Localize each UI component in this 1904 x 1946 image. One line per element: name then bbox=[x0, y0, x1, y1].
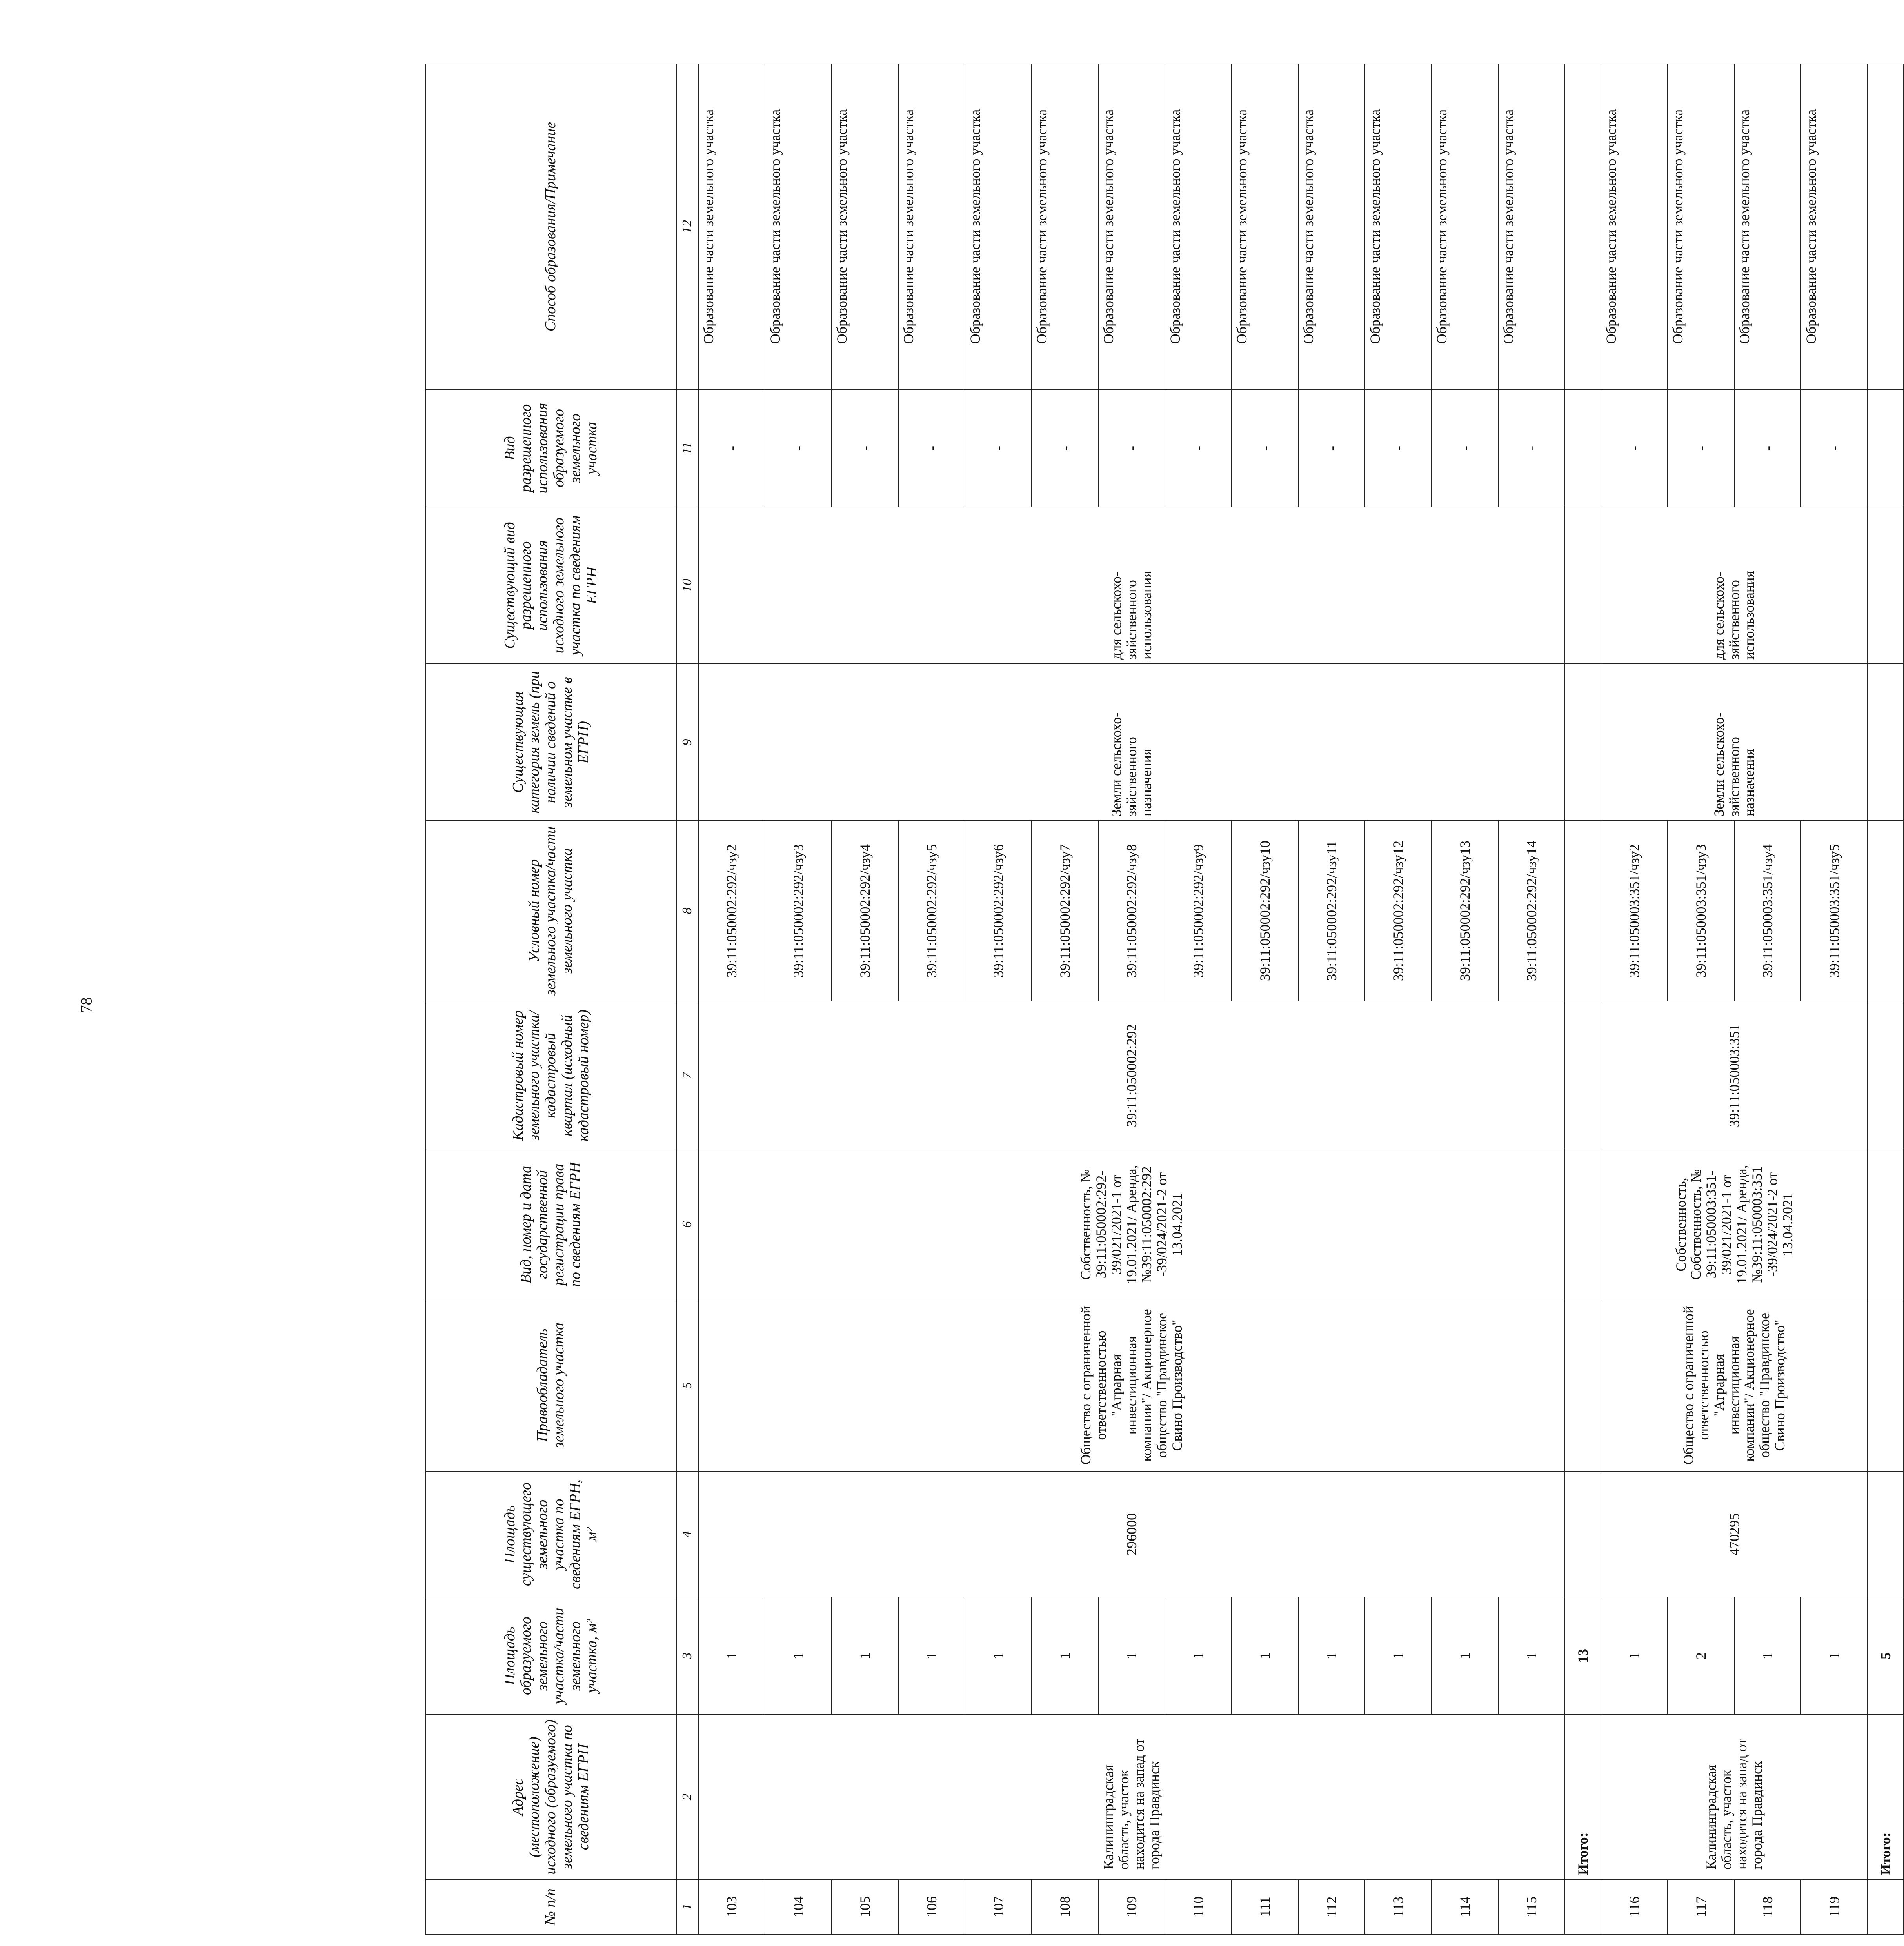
method-cell: Образование части земельного участка bbox=[698, 64, 765, 389]
row-number: 117 bbox=[1668, 1879, 1734, 1934]
area-cell: 1 bbox=[1498, 1597, 1565, 1715]
new-use-cell: - bbox=[698, 389, 765, 507]
method-cell: Образование части земельного участка bbox=[1498, 64, 1565, 389]
table-row bbox=[1032, 64, 1098, 1934]
header-cell: Вид разрешенного использования образуемого земельного участка bbox=[425, 389, 676, 507]
conditional-number-cell: 39:11:050003:351/чзу3 bbox=[1668, 821, 1734, 1001]
new-use-cell: - bbox=[898, 389, 965, 507]
conditional-number-cell: 39:11:050002:292/чзу7 bbox=[1032, 821, 1098, 1001]
column-number: 3 bbox=[676, 1597, 698, 1715]
area-cell: 1 bbox=[1298, 1597, 1365, 1715]
new-use-cell: - bbox=[1098, 389, 1165, 507]
row-number: 108 bbox=[1032, 1879, 1098, 1934]
conditional-number-cell: 39:11:050002:292/чзу6 bbox=[965, 821, 1032, 1001]
row-number: 105 bbox=[832, 1879, 898, 1934]
area-cell: 1 bbox=[1165, 1597, 1232, 1715]
total-row bbox=[1565, 64, 1601, 1934]
table-row bbox=[765, 64, 832, 1934]
row-number: 109 bbox=[1098, 1879, 1165, 1934]
total-empty-cell bbox=[1565, 507, 1601, 664]
method-cell: Образование части земельного участка bbox=[1668, 64, 1734, 389]
page-number: 78 bbox=[77, 997, 95, 1013]
total-label: Итого: bbox=[1868, 1715, 1904, 1879]
total-empty-cell bbox=[1868, 1879, 1904, 1934]
area-cell: 1 bbox=[1032, 1597, 1098, 1715]
area-cell: 1 bbox=[1734, 1597, 1801, 1715]
column-number: 4 bbox=[676, 1472, 698, 1597]
area-cell: 1 bbox=[698, 1597, 765, 1715]
column-number-row bbox=[676, 64, 698, 1934]
total-empty-cell bbox=[1565, 1299, 1601, 1472]
conditional-number-cell: 39:11:050002:292/чзу4 bbox=[832, 821, 898, 1001]
method-cell: Образование части земельного участка bbox=[1432, 64, 1498, 389]
table-row bbox=[965, 64, 1032, 1934]
column-number: 11 bbox=[676, 389, 698, 507]
row-number: 113 bbox=[1365, 1879, 1432, 1934]
method-cell: Образование части земельного участка bbox=[1165, 64, 1232, 389]
table-row bbox=[1498, 64, 1565, 1934]
header-cell: Кадастровый номер земельного участка/кадастровый квартал (исходный кадастровый номер) bbox=[425, 1001, 676, 1150]
table-row bbox=[1734, 64, 1801, 1934]
column-number: 2 bbox=[676, 1715, 698, 1879]
row-number: 107 bbox=[965, 1879, 1032, 1934]
address-cell: Калининградская область, участок находится на запад от города Правдинск bbox=[698, 1715, 1565, 1879]
row-number: 118 bbox=[1734, 1879, 1801, 1934]
new-use-cell: - bbox=[765, 389, 832, 507]
conditional-number-cell: 39:11:050003:351/чзу2 bbox=[1601, 821, 1668, 1001]
total-empty-cell bbox=[1565, 664, 1601, 821]
method-cell: Образование части земельного участка bbox=[898, 64, 965, 389]
area-cell: 1 bbox=[765, 1597, 832, 1715]
row-number: 116 bbox=[1601, 1879, 1668, 1934]
land-plot-table bbox=[425, 64, 1904, 1935]
method-cell: Образование части земельного участка bbox=[1298, 64, 1365, 389]
area-cell: 1 bbox=[1232, 1597, 1298, 1715]
table-row bbox=[1098, 64, 1165, 1934]
row-number: 104 bbox=[765, 1879, 832, 1934]
land-plot-table-sheet bbox=[425, 64, 1893, 1935]
total-empty-cell bbox=[1868, 64, 1904, 389]
method-cell: Образование части земельного участка bbox=[1601, 64, 1668, 389]
total-empty-cell bbox=[1868, 821, 1904, 1001]
method-cell: Образование части земельного участка bbox=[1098, 64, 1165, 389]
column-number: 8 bbox=[676, 821, 698, 1001]
row-number: 114 bbox=[1432, 1879, 1498, 1934]
area-cell: 1 bbox=[1365, 1597, 1432, 1715]
cadastral-number-cell: 39:11:050002:292 bbox=[698, 1001, 1565, 1150]
total-empty-cell bbox=[1565, 1472, 1601, 1597]
method-cell: Образование части земельного участка bbox=[765, 64, 832, 389]
conditional-number-cell: 39:11:050002:292/чзу10 bbox=[1232, 821, 1298, 1001]
conditional-number-cell: 39:11:050002:292/чзу2 bbox=[698, 821, 765, 1001]
header-cell: Правообладатель земельного участка bbox=[425, 1299, 676, 1472]
header-row bbox=[425, 64, 676, 1934]
column-number: 10 bbox=[676, 507, 698, 664]
total-empty-cell bbox=[1868, 1299, 1904, 1472]
total-empty-cell bbox=[1868, 1472, 1904, 1597]
area-cell: 1 bbox=[1801, 1597, 1868, 1715]
conditional-number-cell: 39:11:050002:292/чзу13 bbox=[1432, 821, 1498, 1001]
area-cell: 1 bbox=[1601, 1597, 1668, 1715]
column-number: 5 bbox=[676, 1299, 698, 1472]
column-number: 12 bbox=[676, 64, 698, 389]
header-cell: Способ образования/Примечание bbox=[425, 64, 676, 389]
row-number: 119 bbox=[1801, 1879, 1868, 1934]
new-use-cell: - bbox=[1032, 389, 1098, 507]
table-row bbox=[1601, 64, 1668, 1934]
total-empty-cell bbox=[1565, 1879, 1601, 1934]
table-row bbox=[898, 64, 965, 1934]
table-row bbox=[1365, 64, 1432, 1934]
total-empty-cell bbox=[1868, 389, 1904, 507]
total-empty-cell bbox=[1565, 821, 1601, 1001]
total-label: Итого: bbox=[1565, 1715, 1601, 1879]
row-number: 111 bbox=[1232, 1879, 1298, 1934]
table-row bbox=[1298, 64, 1365, 1934]
new-use-cell: - bbox=[1298, 389, 1365, 507]
total-row bbox=[1868, 64, 1904, 1934]
header-cell: Площадь существующего земельного участка по сведениям ЕГРН, м² bbox=[425, 1472, 676, 1597]
method-cell: Образование части земельного участка bbox=[965, 64, 1032, 389]
new-use-cell: - bbox=[965, 389, 1032, 507]
area-cell: 1 bbox=[965, 1597, 1032, 1715]
conditional-number-cell: 39:11:050002:292/чзу14 bbox=[1498, 821, 1565, 1001]
new-use-cell: - bbox=[1232, 389, 1298, 507]
area-cell: 1 bbox=[832, 1597, 898, 1715]
conditional-number-cell: 39:11:050002:292/чзу12 bbox=[1365, 821, 1432, 1001]
conditional-number-cell: 39:11:050003:351/чзу4 bbox=[1734, 821, 1801, 1001]
total-empty-cell bbox=[1868, 507, 1904, 664]
table-row bbox=[1801, 64, 1868, 1934]
existing-use-cell: для сельскохо-зяйственного использования bbox=[698, 507, 1565, 664]
new-use-cell: - bbox=[1365, 389, 1432, 507]
new-use-cell: - bbox=[1601, 389, 1668, 507]
total-value: 13 bbox=[1565, 1597, 1601, 1715]
total-empty-cell bbox=[1868, 1150, 1904, 1299]
new-use-cell: - bbox=[1498, 389, 1565, 507]
conditional-number-cell: 39:11:050002:292/чзу3 bbox=[765, 821, 832, 1001]
registration-cell: Собственность, № 39:11:050002:292-39/021/2021-1 от 19.01.2021/ Аренда, №39:11:050002:292 -39/024/2021-2 от 13.04.2021 bbox=[698, 1150, 1565, 1299]
header-cell: Площадь образуемого земельного участка/части земельного участка, м² bbox=[425, 1597, 676, 1715]
method-cell: Образование части земельного участка bbox=[1365, 64, 1432, 389]
total-empty-cell bbox=[1868, 664, 1904, 821]
owner-cell: Общество с ограниченной ответственностью "Аграрная инвестиционная компании"/ Акционерное общество "Правдинское Свино Производство" bbox=[1601, 1299, 1868, 1472]
column-number: 9 bbox=[676, 664, 698, 821]
column-number: 1 bbox=[676, 1879, 698, 1934]
method-cell: Образование части земельного участка bbox=[832, 64, 898, 389]
header-cell: Адрес (местоположение) исходного (образуемого) земельного участка по сведениям ЕГРН bbox=[425, 1715, 676, 1879]
table-row bbox=[698, 64, 765, 1934]
new-use-cell: - bbox=[1668, 389, 1734, 507]
method-cell: Образование части земельного участка bbox=[1734, 64, 1801, 389]
total-value: 5 bbox=[1868, 1597, 1904, 1715]
area-cell: 1 bbox=[898, 1597, 965, 1715]
row-number: 106 bbox=[898, 1879, 965, 1934]
method-cell: Образование части земельного участка bbox=[1032, 64, 1098, 389]
cadastral-number-cell: 39:11:050003:351 bbox=[1601, 1001, 1868, 1150]
row-number: 115 bbox=[1498, 1879, 1565, 1934]
existing-area-cell: 470295 bbox=[1601, 1472, 1868, 1597]
total-empty-cell bbox=[1565, 1001, 1601, 1150]
conditional-number-cell: 39:11:050003:351/чзу5 bbox=[1801, 821, 1868, 1001]
new-use-cell: - bbox=[1432, 389, 1498, 507]
new-use-cell: - bbox=[1734, 389, 1801, 507]
new-use-cell: - bbox=[1165, 389, 1232, 507]
header-cell: Существующий вид разрешенного использования исходного земельного участка по сведениям ЕГРН bbox=[425, 507, 676, 664]
owner-cell: Общество с ограниченной ответственностью "Аграрная инвестиционная компании"/ Акционерное общество "Правдинское Свино Производство" bbox=[698, 1299, 1565, 1472]
total-empty-cell bbox=[1565, 64, 1601, 389]
land-category-cell: Земли сельскохо-зяйственного назначения bbox=[698, 664, 1565, 821]
conditional-number-cell: 39:11:050002:292/чзу8 bbox=[1098, 821, 1165, 1001]
conditional-number-cell: 39:11:050002:292/чзу5 bbox=[898, 821, 965, 1001]
row-number: 103 bbox=[698, 1879, 765, 1934]
header-cell: № п/п bbox=[425, 1879, 676, 1934]
new-use-cell: - bbox=[1801, 389, 1868, 507]
row-number: 112 bbox=[1298, 1879, 1365, 1934]
address-cell: Калининградская область, участок находится на запад от города Правдинск bbox=[1601, 1715, 1868, 1879]
table-row bbox=[1432, 64, 1498, 1934]
header-cell: Существующая категория земель (при наличии сведений о земельном участке в ЕГРН) bbox=[425, 664, 676, 821]
land-category-cell: Земли сельскохо-зяйственного назначения bbox=[1601, 664, 1868, 821]
registration-cell: Собственность, Собственность, № 39:11:050003:351-39/021/2021-1 от 19.01.2021/ Аренда, №39:11:050003:351 -39/024/2021-2 от 13.04.2021 bbox=[1601, 1150, 1868, 1299]
table-row bbox=[1165, 64, 1232, 1934]
total-empty-cell bbox=[1868, 1001, 1904, 1150]
method-cell: Образование части земельного участка bbox=[1232, 64, 1298, 389]
area-cell: 2 bbox=[1668, 1597, 1734, 1715]
new-use-cell: - bbox=[832, 389, 898, 507]
header-cell: Вид, номер и дата государственной регистрации права по сведениям ЕГРН bbox=[425, 1150, 676, 1299]
existing-use-cell: для сельскохо-зяйственного использования bbox=[1601, 507, 1868, 664]
area-cell: 1 bbox=[1432, 1597, 1498, 1715]
total-empty-cell bbox=[1565, 389, 1601, 507]
row-number: 110 bbox=[1165, 1879, 1232, 1934]
existing-area-cell: 296000 bbox=[698, 1472, 1565, 1597]
conditional-number-cell: 39:11:050002:292/чзу11 bbox=[1298, 821, 1365, 1001]
column-number: 6 bbox=[676, 1150, 698, 1299]
table-row bbox=[1668, 64, 1734, 1934]
column-number: 7 bbox=[676, 1001, 698, 1150]
table-row bbox=[832, 64, 898, 1934]
conditional-number-cell: 39:11:050002:292/чзу9 bbox=[1165, 821, 1232, 1001]
table-row bbox=[1232, 64, 1298, 1934]
header-cell: Условный номер земельного участка/части земельного участка bbox=[425, 821, 676, 1001]
total-empty-cell bbox=[1565, 1150, 1601, 1299]
area-cell: 1 bbox=[1098, 1597, 1165, 1715]
method-cell: Образование части земельного участка bbox=[1801, 64, 1868, 389]
